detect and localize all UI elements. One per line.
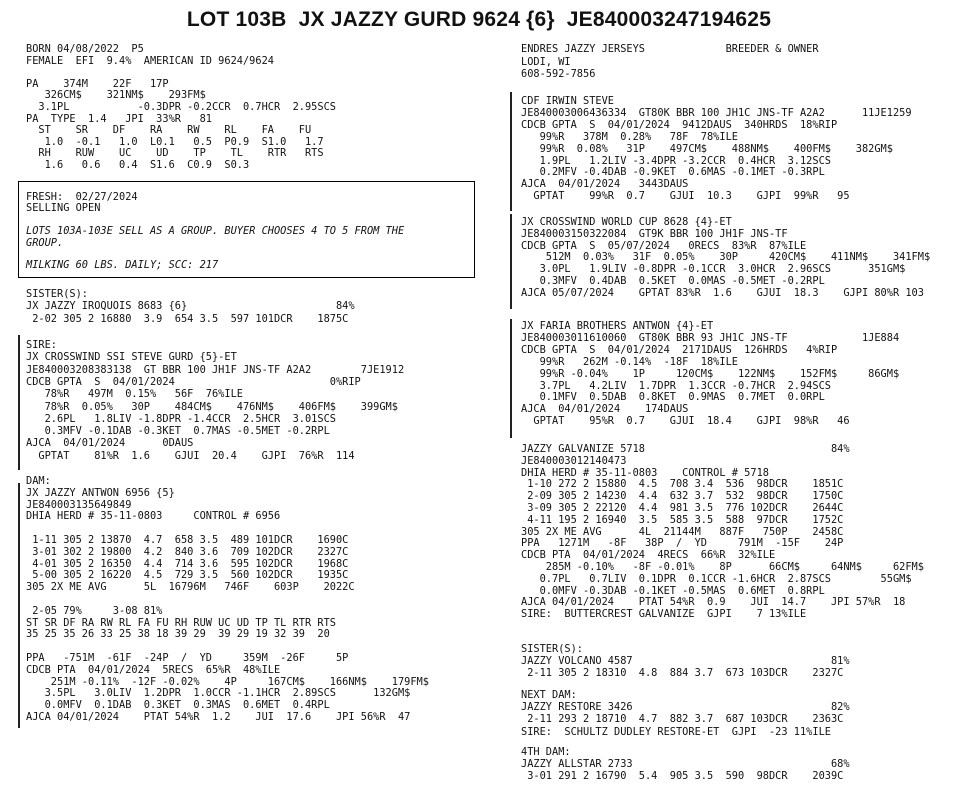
left-header-line: PA TYPE 1.4 JPI 33%R 81	[26, 112, 212, 125]
right-fourthdam-line: JAZZY ALLSTAR 2733 68%	[521, 758, 850, 770]
right-fourthdam-line: 4TH DAM:	[521, 746, 571, 758]
left-sire-line: 2.6PL 1.8LIV -1.8DPR -1.4CCR 2.5HCR 3.01SCS	[26, 412, 336, 425]
left-sire-line: 78%R 497M 0.15% 56F 76%ILE	[26, 388, 243, 401]
dam-divider	[18, 483, 20, 728]
right-nextdam-line: NEXT DAM:	[521, 689, 577, 701]
right-sire1-line: JE840003006436334 GT80K BBR 100 JH1C JNS-TF A2A2 11JE1259	[521, 106, 912, 119]
left-sire-line: JE840003208383138 GT BBR 100 JH1F JNS-TF A2A2 7JE1912	[26, 363, 405, 376]
right-breeder-line: 608-592-7856	[521, 68, 596, 81]
left-dam-line: 3-01 302 2 19800 4.2 840 3.6 709 102DCR 2327C	[26, 545, 349, 558]
right-nextdam-line: SIRE: SCHULTZ DUDLEY RESTORE-ET GJPI -23 11%ILE	[521, 725, 831, 738]
right-granddam-line: CDCB PTA 04/01/2024 4RECS 66%R 32%ILE	[521, 549, 776, 562]
left-dam-line: AJCA 04/01/2024 PTAT 54%R 1.2 JUI 17.6 JPI 56%R 47	[26, 711, 411, 723]
left-dam-line: 251M -0.11% -12F -0.02% 4P 167CM$ 166NM$ 179FM$	[26, 675, 429, 688]
right-sisters2-line: JAZZY VOLCANO 4587 81%	[521, 655, 850, 667]
right-granddam-line: DHIA HERD # 35-11-0803 CONTROL # 5718	[521, 466, 769, 479]
right-sire3-line: JE840003011610060 GT80K BBR 93 JH1C JNS-TF 1JE884	[521, 331, 900, 344]
right-sire3-line: 3.7PL 4.2LIV 1.7DPR 1.3CCR -0.7HCR 2.94SCS	[521, 379, 831, 392]
right-sire2-line: AJCA 05/07/2024 GPTAT 83%R 1.6 GJUI 18.3 GJPI 80%R 103	[521, 286, 924, 299]
left-sire-line: GPTAT 81%R 1.6 GJUI 20.4 GJPI 76%R 114	[26, 449, 355, 462]
sire2-divider	[510, 214, 512, 309]
right-sire2-line: JX CROSSWIND WORLD CUP 8628 {4}-ET	[521, 216, 732, 228]
right-granddam-line: 305 2X ME AVG 4L 21144M 887F 750P 2458C	[521, 525, 844, 538]
right-sire1-line: 99%R 0.08% 31P 497CM$ 488NM$ 400FM$ 382GM$	[521, 142, 893, 155]
right-breeder-line: LODI, WI	[521, 55, 571, 68]
right-breeder-line: ENDRES JAZZY JERSEYS BREEDER & OWNER	[521, 43, 819, 55]
left-dam-line: DHIA HERD # 35-11-0803 CONTROL # 6956	[26, 510, 281, 523]
lot-title: LOT 103B JX JAZZY GURD 9624 {6} JE840003247194625	[186, 8, 772, 31]
right-granddam-line: 285M -0.10% -8F -0.01% 8P 66CM$ 64NM$ 62FM$	[521, 561, 924, 573]
right-sire3-line: 99%R -0.04% 1P 120CM$ 122NM$ 152FM$ 86GM$	[521, 367, 900, 380]
left-dam-line: DAM:	[26, 475, 51, 487]
left-dam-line: 4-01 305 2 16350 4.4 714 3.6 595 102DCR 1968C	[26, 557, 349, 570]
right-sire3-line: AJCA 04/01/2024 174DAUS	[521, 403, 689, 416]
left-dam-line: 1-11 305 2 13870 4.7 658 3.5 489 101DCR 1690C	[26, 534, 349, 546]
left-box-line: LOTS 103A-103E SELL AS A GROUP. BUYER CHOOSES 4 TO 5 FROM THE	[26, 225, 405, 238]
left-dam-line: 3.5PL 3.0LIV 1.2DPR 1.0CCR -1.1HCR 2.89SCS 132GM$	[26, 687, 411, 700]
right-sire1-line: GPTAT 99%R 0.7 GJUI 10.3 GJPI 99%R 95	[521, 190, 850, 203]
left-dam-line: PPA -751M -61F -24P / YD 359M -26F 5P	[26, 652, 349, 664]
right-sire1-line: 99%R 378M 0.28% 78F 78%ILE	[521, 130, 738, 143]
left-box-line: MILKING 60 LBS. DAILY; SCC: 217	[26, 259, 219, 272]
right-sire1-line: 0.2MFV -0.4DAB -0.9KET 0.6MAS -0.1MET -0.3RPL	[521, 166, 825, 179]
left-dam-line: CDCB PTA 04/01/2024 5RECS 65%R 48%ILE	[26, 663, 281, 676]
left-header-line: 1.6 0.6 0.4 S1.6 C0.9 S0.3	[26, 159, 250, 171]
sire-divider	[18, 335, 20, 470]
right-sire2-line: 512M 0.03% 31F 0.05% 30P 420CM$ 411NM$ 341FM$	[521, 251, 931, 264]
left-header-line: ST SR DF RA RW RL FA FU	[26, 124, 312, 137]
right-sisters2-line: 2-11 305 2 18310 4.8 884 3.7 673 103DCR 2327C	[521, 667, 844, 679]
left-header-line: 326CM$ 321NM$ 293FM$	[26, 89, 206, 102]
left-dam-line: 0.0MFV 0.1DAB 0.3KET 0.3MAS 0.6MET 0.4RPL	[26, 699, 330, 712]
right-sire2-line: CDCB GPTA S 05/07/2024 0RECS 83%R 87%ILE	[521, 239, 807, 252]
left-dam-line: 2-05 79% 3-08 81%	[26, 604, 163, 617]
right-granddam-line: SIRE: BUTTERCREST GALVANIZE GJPI 7 13%ILE	[521, 608, 807, 621]
left-header-line: RH RUW UC UD TP TL RTR RTS	[26, 147, 324, 160]
right-sire3-line: CDCB GPTA S 04/01/2024 2171DAUS 126HRDS 4%RIP	[521, 343, 838, 356]
left-box-line: FRESH: 02/27/2024	[26, 191, 138, 203]
right-sisters2-line: SISTER(S):	[521, 643, 583, 655]
sire1-divider	[510, 92, 512, 211]
sire3-divider	[510, 319, 512, 438]
right-nextdam-line: JAZZY RESTORE 3426 82%	[521, 701, 850, 714]
left-header-line: PA 374M 22F 17P	[26, 77, 169, 90]
left-sisters-line: 2-02 305 2 16880 3.9 654 3.5 597 101DCR 1875C	[26, 312, 349, 325]
right-granddam-line: JE840003012140473	[521, 454, 627, 467]
right-granddam-line: 0.0MFV -0.3DAB -0.1KET -0.5MAS 0.6MET 0.8RPL	[521, 584, 825, 597]
right-sire1-line: AJCA 04/01/2024 3443DAUS	[521, 178, 689, 191]
right-sire1-line: 1.9PL 1.2LIV -3.4DPR -3.2CCR 0.4HCR 3.12SCS	[521, 154, 831, 167]
right-granddam-line: 1-10 272 2 15880 4.5 708 3.4 536 98DCR 1851C	[521, 478, 844, 491]
left-dam-line: ST SR DF RA RW RL FA FU RH RUW UC UD TP TL RTR RTS	[26, 616, 336, 629]
right-sire1-line: CDF IRWIN STEVE	[521, 95, 614, 107]
left-sire-line: CDCB GPTA S 04/01/2024 0%RIP	[26, 375, 361, 388]
right-granddam-line: 4-11 195 2 16940 3.5 585 3.5 588 97DCR 1752C	[521, 513, 844, 526]
left-sire-line: AJCA 04/01/2024 0DAUS	[26, 437, 194, 450]
left-dam-line: JE840003135649849	[26, 498, 132, 511]
left-dam-line: 305 2X ME AVG 5L 16796M 746F 603P 2022C	[26, 581, 355, 594]
right-sire3-line: 99%R 262M -0.14% -18F 18%ILE	[521, 355, 738, 368]
right-granddam-line: AJCA 04/01/2024 PTAT 54%R 0.9 JUI 14.7 JPI 57%R 18	[521, 596, 906, 609]
right-sire2-line: 3.0PL 1.9LIV -0.8DPR -0.1CCR 3.0HCR 2.96SCS 351GM$	[521, 263, 906, 276]
left-sire-line: JX CROSSWIND SSI STEVE GURD {5}-ET	[26, 351, 237, 364]
right-granddam-line: PPA 1271M -8F 38P / YD 791M -15F 24P	[521, 537, 844, 550]
left-header-line: BORN 04/08/2022 P5	[26, 43, 144, 55]
right-granddam-line: 0.7PL 0.7LIV 0.1DPR 0.1CCR -1.6HCR 2.87SCS 55GM$	[521, 572, 912, 585]
right-sire1-line: CDCB GPTA S 04/01/2024 9412DAUS 340HRDS 18%RIP	[521, 118, 838, 131]
left-sisters-line: SISTER(S):	[26, 288, 88, 300]
right-sire3-line: JX FARIA BROTHERS ANTWON {4}-ET	[521, 320, 714, 332]
left-sisters-line: JX JAZZY IROQUOIS 8683 {6} 84%	[26, 300, 355, 313]
right-sire3-line: GPTAT 95%R 0.7 GJUI 18.4 GJPI 98%R 46	[521, 415, 850, 428]
right-sire2-line: 0.3MFV 0.4DAB 0.5KET 0.0MAS -0.5MET -0.2RPL	[521, 275, 825, 287]
left-sire-line: 0.3MFV -0.1DAB -0.3KET 0.7MAS -0.5MET -0.2RPL	[26, 425, 330, 438]
left-dam-line: JX JAZZY ANTWON 6956 {5}	[26, 486, 175, 499]
left-header-line: FEMALE EFI 9.4% AMERICAN ID 9624/9624	[26, 54, 274, 67]
right-granddam-line: JAZZY GALVANIZE 5718 84%	[521, 443, 850, 455]
left-box-line: GROUP.	[26, 236, 64, 249]
left-header-line: 1.0 -0.1 1.0 L0.1 0.5 P0.9 S1.0 1.7	[26, 135, 324, 148]
left-sire-line: SIRE:	[26, 339, 57, 351]
right-fourthdam-line: 3-01 291 2 16790 5.4 905 3.5 590 98DCR 2039C	[521, 770, 844, 782]
right-sire3-line: 0.1MFV 0.5DAB 0.8KET 0.9MAS 0.7MET 0.0RPL	[521, 391, 825, 404]
left-dam-line: 5-00 305 2 16220 4.5 729 3.5 560 102DCR 1935C	[26, 569, 349, 582]
right-granddam-line: 3-09 305 2 22120 4.4 981 3.5 776 102DCR 2644C	[521, 502, 844, 514]
right-sire2-line: JE840003150322084 GT9K BBR 100 JH1F JNS-TF	[521, 227, 788, 240]
left-box-line: SELLING OPEN	[26, 202, 101, 215]
left-dam-line: 35 25 35 26 33 25 38 18 39 29 39 29 19 32 39 20	[26, 628, 330, 641]
left-sire-line: 78%R 0.05% 30P 484CM$ 476NM$ 406FM$ 399GM$	[26, 400, 398, 413]
right-granddam-line: 2-09 305 2 14230 4.4 632 3.7 532 98DCR 1750C	[521, 490, 844, 503]
right-nextdam-line: 2-11 293 2 18710 4.7 882 3.7 687 103DCR 2363C	[521, 713, 844, 726]
left-header-line: 3.1PL -0.3DPR -0.2CCR 0.7HCR 2.95SCS	[26, 101, 336, 113]
